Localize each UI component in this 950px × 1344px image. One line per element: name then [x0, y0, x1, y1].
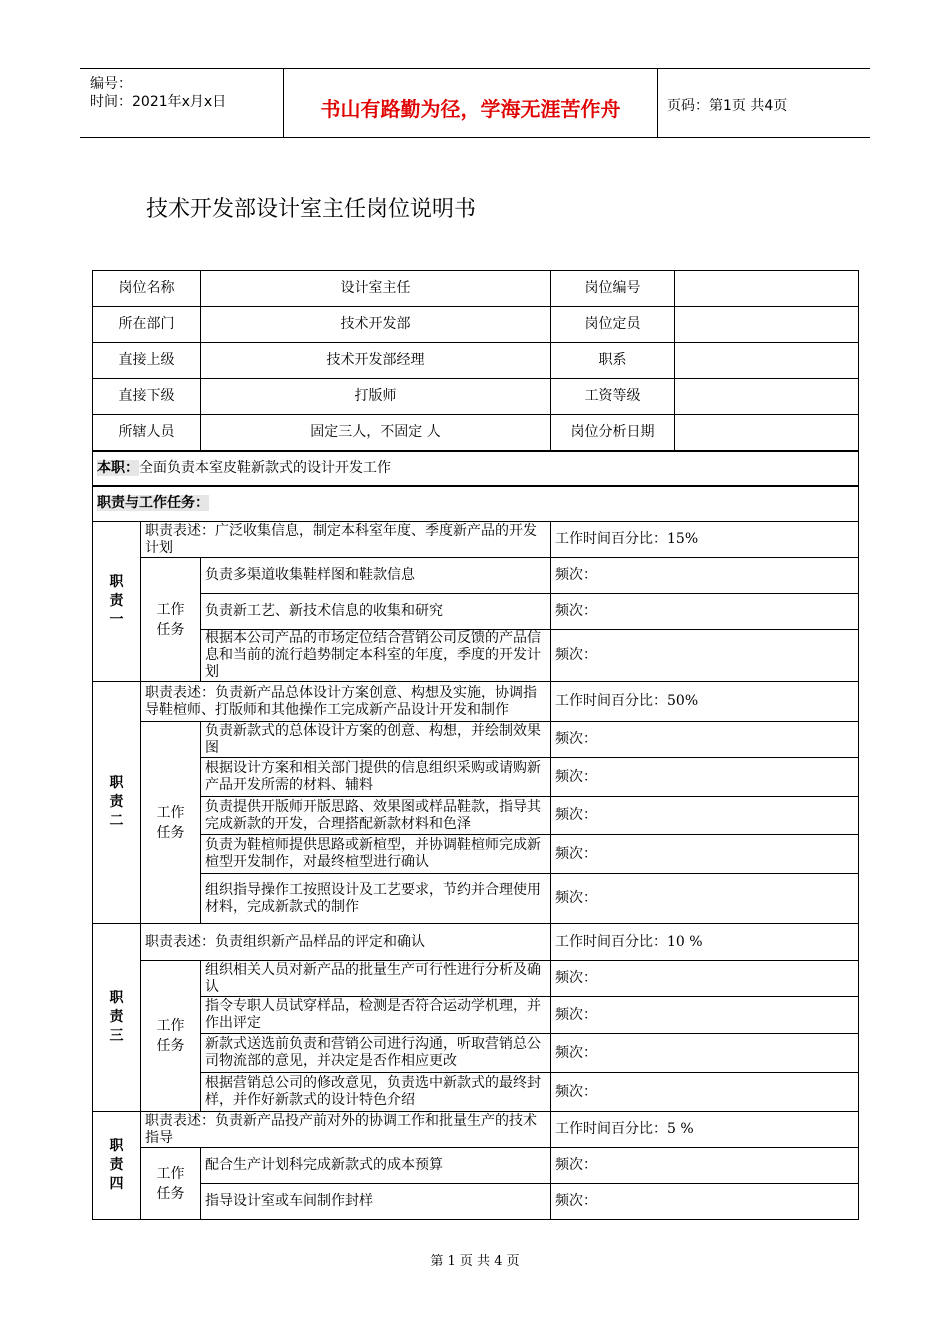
- task-frequency: 频次：: [551, 1184, 859, 1220]
- header-page-number: 页码：第1页 共4页: [667, 98, 788, 114]
- duty-name-char: 四: [109, 1176, 124, 1192]
- task-row: [93, 961, 859, 997]
- task-frequency: 频次：: [551, 758, 859, 797]
- info-label: 所在部门: [93, 307, 201, 343]
- header-page-cell: [657, 69, 870, 137]
- task-text: 指令专职人员试穿样品，检测是否符合运动学机理，并作出评定: [201, 997, 551, 1034]
- info-label: 岗位分析日期: [551, 415, 675, 451]
- task-text: 新款式送选前负责和营销公司进行沟通，听取营销总公司物流部的意见，并决定是否作相应更改: [201, 1034, 551, 1073]
- info-label: 岗位编号: [551, 271, 675, 307]
- task-row: [93, 558, 859, 594]
- task-text: 组织指导操作工按照设计及工艺要求，节约并合理使用材料，完成新款式的制作: [201, 874, 551, 924]
- task-label: 工作: [156, 1165, 185, 1182]
- info-value: 技术开发部经理: [201, 343, 551, 379]
- duty-name-char: 职: [109, 990, 124, 1006]
- info-label: 岗位名称: [93, 271, 201, 307]
- header-motto-cell: [283, 69, 658, 137]
- task-frequency: 频次：: [551, 594, 859, 630]
- page-footer: 第 1 页 共 4 页: [430, 1254, 520, 1269]
- task-text: 负责为鞋楦师提供思路或新楦型，并协调鞋楦师完成新楦型开发制作，对最终楦型进行确认: [201, 835, 551, 874]
- task-label-cell: [141, 1148, 201, 1220]
- duty-percent: 工作时间百分比：50%: [551, 682, 859, 722]
- duty-name-char: 一: [109, 612, 124, 628]
- duty-name-char: 二: [109, 813, 124, 829]
- task-label: 工作: [156, 601, 185, 618]
- info-label: 直接上级: [93, 343, 201, 379]
- task-text: 指导设计室或车间制作封样: [201, 1184, 551, 1220]
- info-row: [93, 379, 859, 415]
- info-value: [675, 271, 859, 307]
- task-frequency: 频次：: [551, 797, 859, 835]
- task-row: [93, 797, 859, 835]
- duty-name-char: 责: [109, 1157, 124, 1173]
- info-value: [675, 307, 859, 343]
- task-row: [93, 874, 859, 924]
- task-frequency: 频次：: [551, 835, 859, 874]
- duty-name-char: 责: [109, 794, 124, 810]
- document-number: 编号：: [90, 76, 132, 92]
- task-label-cell: [141, 961, 201, 1112]
- task-text: 根据本公司产品的市场定位结合营销公司反馈的产品信息和当前的流行趋势制定本科室的年度，季度的开发计划: [201, 630, 551, 682]
- duties-header-row: [93, 486, 859, 522]
- duties-header-label: 职责与工作任务：: [97, 495, 209, 512]
- duty-name-char: 职: [109, 1138, 124, 1154]
- document-header: [80, 68, 870, 138]
- duty-name-char: 责: [109, 593, 124, 609]
- info-label: 职系: [551, 343, 675, 379]
- info-label: 岗位定员: [551, 307, 675, 343]
- header-meta-cell: [80, 69, 283, 137]
- document-title: 技术开发部设计室主任岗位说明书: [146, 197, 477, 222]
- task-label-cell: [141, 558, 201, 682]
- task-label: 任务: [156, 1185, 185, 1202]
- task-row: [93, 1148, 859, 1184]
- info-label: 所辖人员: [93, 415, 201, 451]
- info-row: [93, 271, 859, 307]
- document-date: 时间：2021年x月x日: [90, 94, 227, 110]
- job-summary-label: 本职：: [97, 459, 139, 476]
- info-value: [675, 415, 859, 451]
- task-text: 配合生产计划科完成新款式的成本预算: [201, 1148, 551, 1184]
- duty-name-char: 职: [109, 574, 124, 590]
- duty-name-cell: [93, 1112, 141, 1220]
- info-value: 设计室主任: [201, 271, 551, 307]
- info-label: 直接下级: [93, 379, 201, 415]
- task-row: [93, 1034, 859, 1073]
- info-label: 工资等级: [551, 379, 675, 415]
- task-row: [93, 997, 859, 1034]
- task-text: 组织相关人员对新产品的批量生产可行性进行分析及确认: [201, 961, 551, 997]
- duty-statement-row: [93, 1112, 859, 1148]
- duty-percent: 工作时间百分比：10 %: [551, 924, 859, 961]
- task-frequency: 频次：: [551, 558, 859, 594]
- duty-statement: 职责表述：负责组织新产品样品的评定和确认: [141, 924, 551, 961]
- duty-statement: 职责表述：广泛收集信息，制定本科室年度、季度新产品的开发计划: [141, 522, 551, 558]
- info-row: [93, 415, 859, 451]
- job-summary-text: 全面负责本室皮鞋新款式的设计开发工作: [139, 459, 391, 476]
- header-motto: 书山有路勤为径，学海无涯苦作舟: [320, 97, 621, 121]
- task-label: 工作: [156, 804, 185, 821]
- info-value: [675, 343, 859, 379]
- task-label: 任务: [156, 824, 185, 841]
- task-frequency: 频次：: [551, 722, 859, 758]
- task-frequency: 频次：: [551, 1034, 859, 1073]
- info-row: [93, 307, 859, 343]
- task-frequency: 频次：: [551, 1073, 859, 1112]
- task-row: [93, 1073, 859, 1112]
- duty-name-cell: [93, 924, 141, 1112]
- task-frequency: 频次：: [551, 874, 859, 924]
- task-label: 任务: [156, 621, 185, 638]
- info-value: 固定三人，不固定 人: [201, 415, 551, 451]
- task-text: 负责多渠道收集鞋样图和鞋款信息: [201, 558, 551, 594]
- duties-header: [93, 486, 859, 522]
- job-summary-row: [93, 451, 859, 486]
- task-row: [93, 594, 859, 630]
- duty-name-char: 责: [109, 1009, 124, 1025]
- duty-statement-row: [93, 522, 859, 558]
- duty-statement: 职责表述：负责新产品总体设计方案创意、构想及实施，协调指导鞋楦师、打版师和其他操作工完成新产品设计开发和制作: [141, 682, 551, 722]
- task-frequency: 频次：: [551, 997, 859, 1034]
- duty-name-cell: [93, 522, 141, 682]
- info-value: 打版师: [201, 379, 551, 415]
- duty-percent: 工作时间百分比：15%: [551, 522, 859, 558]
- task-label: 工作: [156, 1018, 185, 1034]
- task-row: [93, 1184, 859, 1220]
- info-row: [93, 343, 859, 379]
- task-frequency: 频次：: [551, 961, 859, 997]
- task-text: 负责提供开版师开版思路、效果图或样品鞋款，指导其完成新款的开发，合理搭配新款材料和色泽: [201, 797, 551, 835]
- task-text: 根据设计方案和相关部门提供的信息组织采购或请购新产品开发所需的材料、辅料: [201, 758, 551, 797]
- task-label-cell: [141, 722, 201, 924]
- duty-statement: 职责表述：负责新产品投产前对外的协调工作和批量生产的技术指导: [141, 1112, 551, 1148]
- duty-name-char: 职: [109, 775, 124, 791]
- task-text: 根据营销总公司的修改意见，负责选中新款式的最终封样，并作好新款式的设计特色介绍: [201, 1073, 551, 1112]
- task-row: [93, 758, 859, 797]
- duty-statement-row: [93, 924, 859, 961]
- info-value: 技术开发部: [201, 307, 551, 343]
- task-row: [93, 722, 859, 758]
- task-text: 负责新工艺、新技术信息的收集和研究: [201, 594, 551, 630]
- task-label: 任务: [156, 1038, 185, 1054]
- task-text: 负责新款式的总体设计方案的创意、构想，并绘制效果图: [201, 722, 551, 758]
- job-description-table: [92, 270, 859, 1220]
- job-summary: [93, 451, 859, 486]
- task-frequency: 频次：: [551, 1148, 859, 1184]
- task-frequency: 频次：: [551, 630, 859, 682]
- task-row: [93, 630, 859, 682]
- task-row: [93, 835, 859, 874]
- duty-name-cell: [93, 682, 141, 924]
- info-value: [675, 379, 859, 415]
- duty-percent: 工作时间百分比：5 %: [551, 1112, 859, 1148]
- duty-name-char: 三: [109, 1028, 124, 1044]
- duty-statement-row: [93, 682, 859, 722]
